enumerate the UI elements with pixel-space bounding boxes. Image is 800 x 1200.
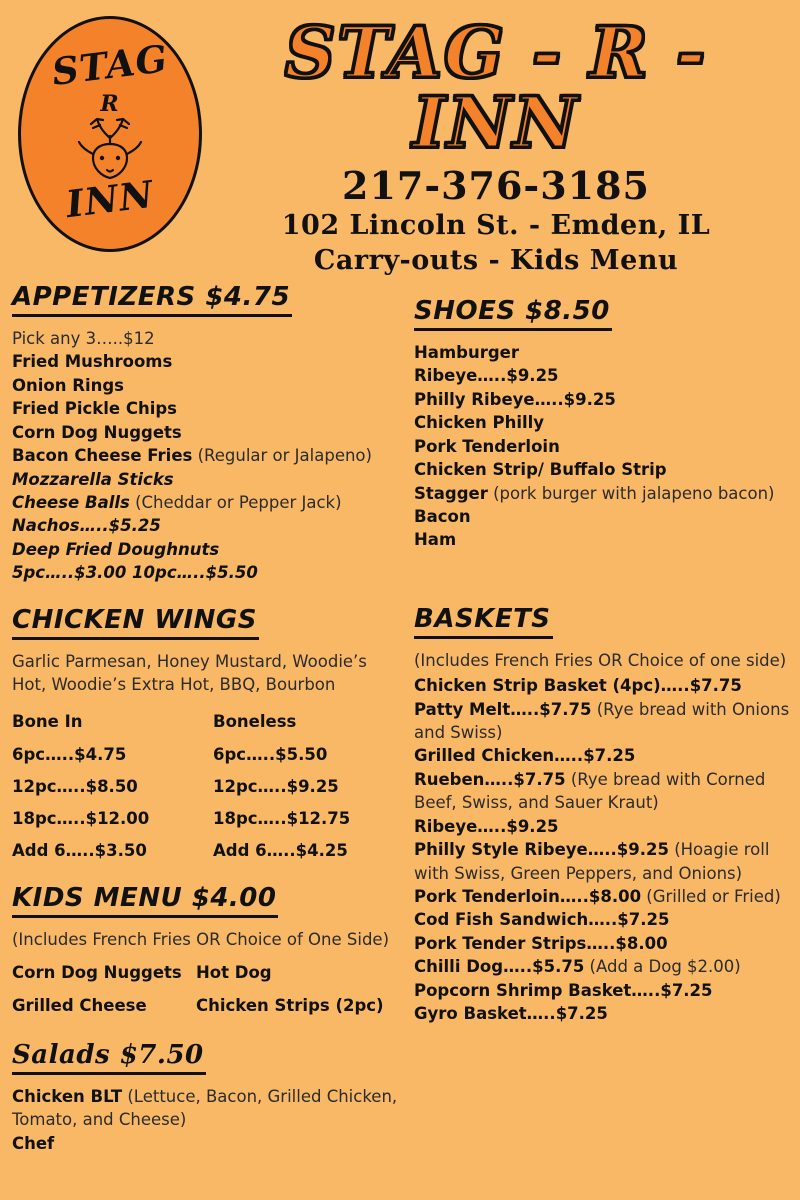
wings-price: Add 6…..$3.50 — [12, 841, 147, 861]
menu-header — [0, 0, 800, 276]
menu-item: Grilled Chicken…..$7.25 — [414, 746, 636, 766]
menu-item: Gyro Basket…..$7.25 — [414, 1004, 608, 1024]
wings-price: 12pc…..$8.50 — [12, 776, 138, 796]
menu-item: 5pc…..$3.00 10pc…..$5.50 — [12, 563, 258, 583]
section-heading-chicken-wings: CHICKEN WINGS — [12, 605, 259, 640]
menu-item — [414, 885, 792, 908]
menu-item-name: Stagger — [414, 483, 488, 503]
logo-text-r: R — [100, 91, 120, 117]
section-kids-menu — [12, 883, 404, 1021]
wings-column-header-boneless: Boneless — [213, 712, 297, 732]
menu-item: Pork Tender Strips…..$8.00 — [414, 933, 668, 953]
menu-item — [414, 768, 792, 815]
section-intro-chicken-wings: Garlic Parmesan, Honey Mustard, Woodie’s Hot, Woodie’s Extra Hot, BBQ, Bourbon — [12, 651, 367, 695]
wings-price: 12pc…..$9.25 — [213, 776, 339, 796]
menu-item: Popcorn Shrimp Basket…..$7.25 — [414, 980, 713, 1000]
menu-item: Fried Mushrooms — [12, 352, 173, 372]
menu-item-name: Bacon Cheese Fries — [12, 446, 193, 466]
menu-item — [12, 444, 404, 467]
section-intro-kids-menu: (Includes French Fries OR Choice of One Side) — [12, 930, 390, 950]
menu-item: Onion Rings — [12, 375, 124, 395]
menu-item: Ribeye…..$9.25 — [414, 816, 559, 836]
menu-item: Chicken Strip/ Buffalo Strip — [414, 460, 667, 480]
menu-item: Deep Fried Doughnuts — [12, 539, 220, 559]
menu-columns — [0, 282, 800, 1200]
section-heading-appetizers: APPETIZERS $4.75 — [12, 282, 292, 317]
menu-item — [414, 698, 792, 745]
menu-item-name: Philly Style Ribeye…..$9.25 — [414, 840, 669, 860]
wings-price: 18pc…..$12.00 — [12, 809, 150, 828]
section-heading-baskets: BASKETS — [414, 604, 553, 639]
menu-item-name: Cheese Balls — [12, 492, 130, 512]
menu-item: Philly Ribeye…..$9.25 — [414, 389, 616, 409]
menu-item-name: Rueben…..$7.75 — [414, 769, 566, 789]
menu-item: Nachos…..$5.25 — [12, 516, 161, 536]
menu-item-name: Chilli Dog…..$5.75 — [414, 957, 585, 977]
menu-item: Chicken Strips (2pc) — [196, 995, 384, 1015]
menu-item: Bacon — [414, 506, 471, 526]
wings-price: Add 6…..$4.25 — [213, 841, 348, 861]
logo-text-inn: INN — [63, 171, 157, 227]
menu-item: Corn Dog Nuggets — [12, 422, 182, 442]
menu-item-note: (Hoagie roll with Swiss, Green Peppers, and Onions) — [414, 840, 770, 883]
wings-column-header-bone-in: Bone In — [12, 712, 83, 732]
wings-price: 18pc…..$12.75 — [213, 809, 351, 828]
menu-column-left — [12, 282, 404, 1169]
menu-item-name: Pork Tenderloin…..$8.00 — [414, 887, 642, 907]
section-baskets — [414, 604, 792, 1026]
restaurant-logo — [18, 16, 202, 252]
menu-column-right — [414, 282, 792, 1040]
menu-item — [12, 491, 404, 514]
menu-item: Hot Dog — [196, 962, 272, 982]
wings-price-grid — [12, 702, 404, 867]
kids-menu-grid — [12, 956, 404, 1022]
section-heading-salads: Salads $7.50 — [12, 1040, 206, 1075]
phone-number: 217-376-3185 — [342, 163, 650, 208]
menu-item: Hamburger — [414, 343, 519, 362]
menu-item: Pork Tenderloin — [414, 436, 560, 456]
menu-item — [414, 482, 792, 505]
section-shoes — [414, 296, 792, 552]
menu-item-name: Patty Melt…..$7.75 — [414, 699, 592, 719]
menu-item: Chef — [12, 1133, 55, 1153]
menu-item — [414, 955, 792, 978]
menu-item-note: (Add a Dog $2.00) — [584, 957, 741, 977]
restaurant-name: STAG - R - INN — [284, 11, 708, 164]
menu-item: Cod Fish Sandwich…..$7.25 — [414, 910, 670, 930]
menu-item: Chicken Philly — [414, 413, 545, 433]
menu-item: Grilled Cheese — [12, 995, 147, 1015]
logo-text-stag: STAG — [49, 36, 171, 94]
menu-item: Pick any 3…..$12 — [12, 329, 155, 348]
menu-item-note: (Regular or Jalapeno) — [192, 446, 372, 466]
menu-item-note: (Rye bread with Corned Beef, Swiss, and Sauer Kraut) — [414, 769, 766, 813]
menu-item-note: (Lettuce, Bacon, Grilled Chicken, Tomato, and Cheese) — [12, 1086, 398, 1130]
title-block — [200, 11, 792, 278]
menu-item-note: (pork burger with jalapeno bacon) — [487, 483, 775, 503]
section-salads — [12, 1040, 404, 1155]
menu-item-note: (Rye bread with Onions and Swiss) — [414, 699, 790, 743]
section-heading-shoes: SHOES $8.50 — [414, 296, 612, 331]
menu-item: Corn Dog Nuggets — [12, 962, 182, 982]
menu-item — [414, 838, 792, 885]
section-appetizers — [12, 282, 404, 585]
section-intro-baskets: (Includes French Fries OR Choice of one side) — [414, 650, 787, 670]
menu-item: Chicken Strip Basket (4pc)…..$7.75 — [414, 676, 742, 696]
menu-item-name: Chicken BLT — [12, 1086, 123, 1106]
menu-item-note: (Grilled or Fried) — [641, 887, 781, 907]
menu-item: Ribeye…..$9.25 — [414, 366, 559, 386]
section-chicken-wings — [12, 605, 404, 868]
menu-item: Mozzarella Sticks — [12, 469, 174, 489]
wings-price: 6pc…..$5.50 — [213, 744, 328, 764]
menu-item — [12, 1085, 404, 1132]
menu-item: Fried Pickle Chips — [12, 399, 177, 419]
menu-item: Ham — [414, 530, 457, 550]
menu-item-note: (Cheddar or Pepper Jack) — [129, 492, 342, 512]
wings-price: 6pc…..$4.75 — [12, 744, 127, 764]
tagline: Carry-outs - Kids Menu — [313, 244, 679, 276]
street-address: 102 Lincoln St. - Emden, IL — [281, 209, 711, 241]
section-heading-kids-menu: KIDS MENU $4.00 — [12, 883, 278, 918]
